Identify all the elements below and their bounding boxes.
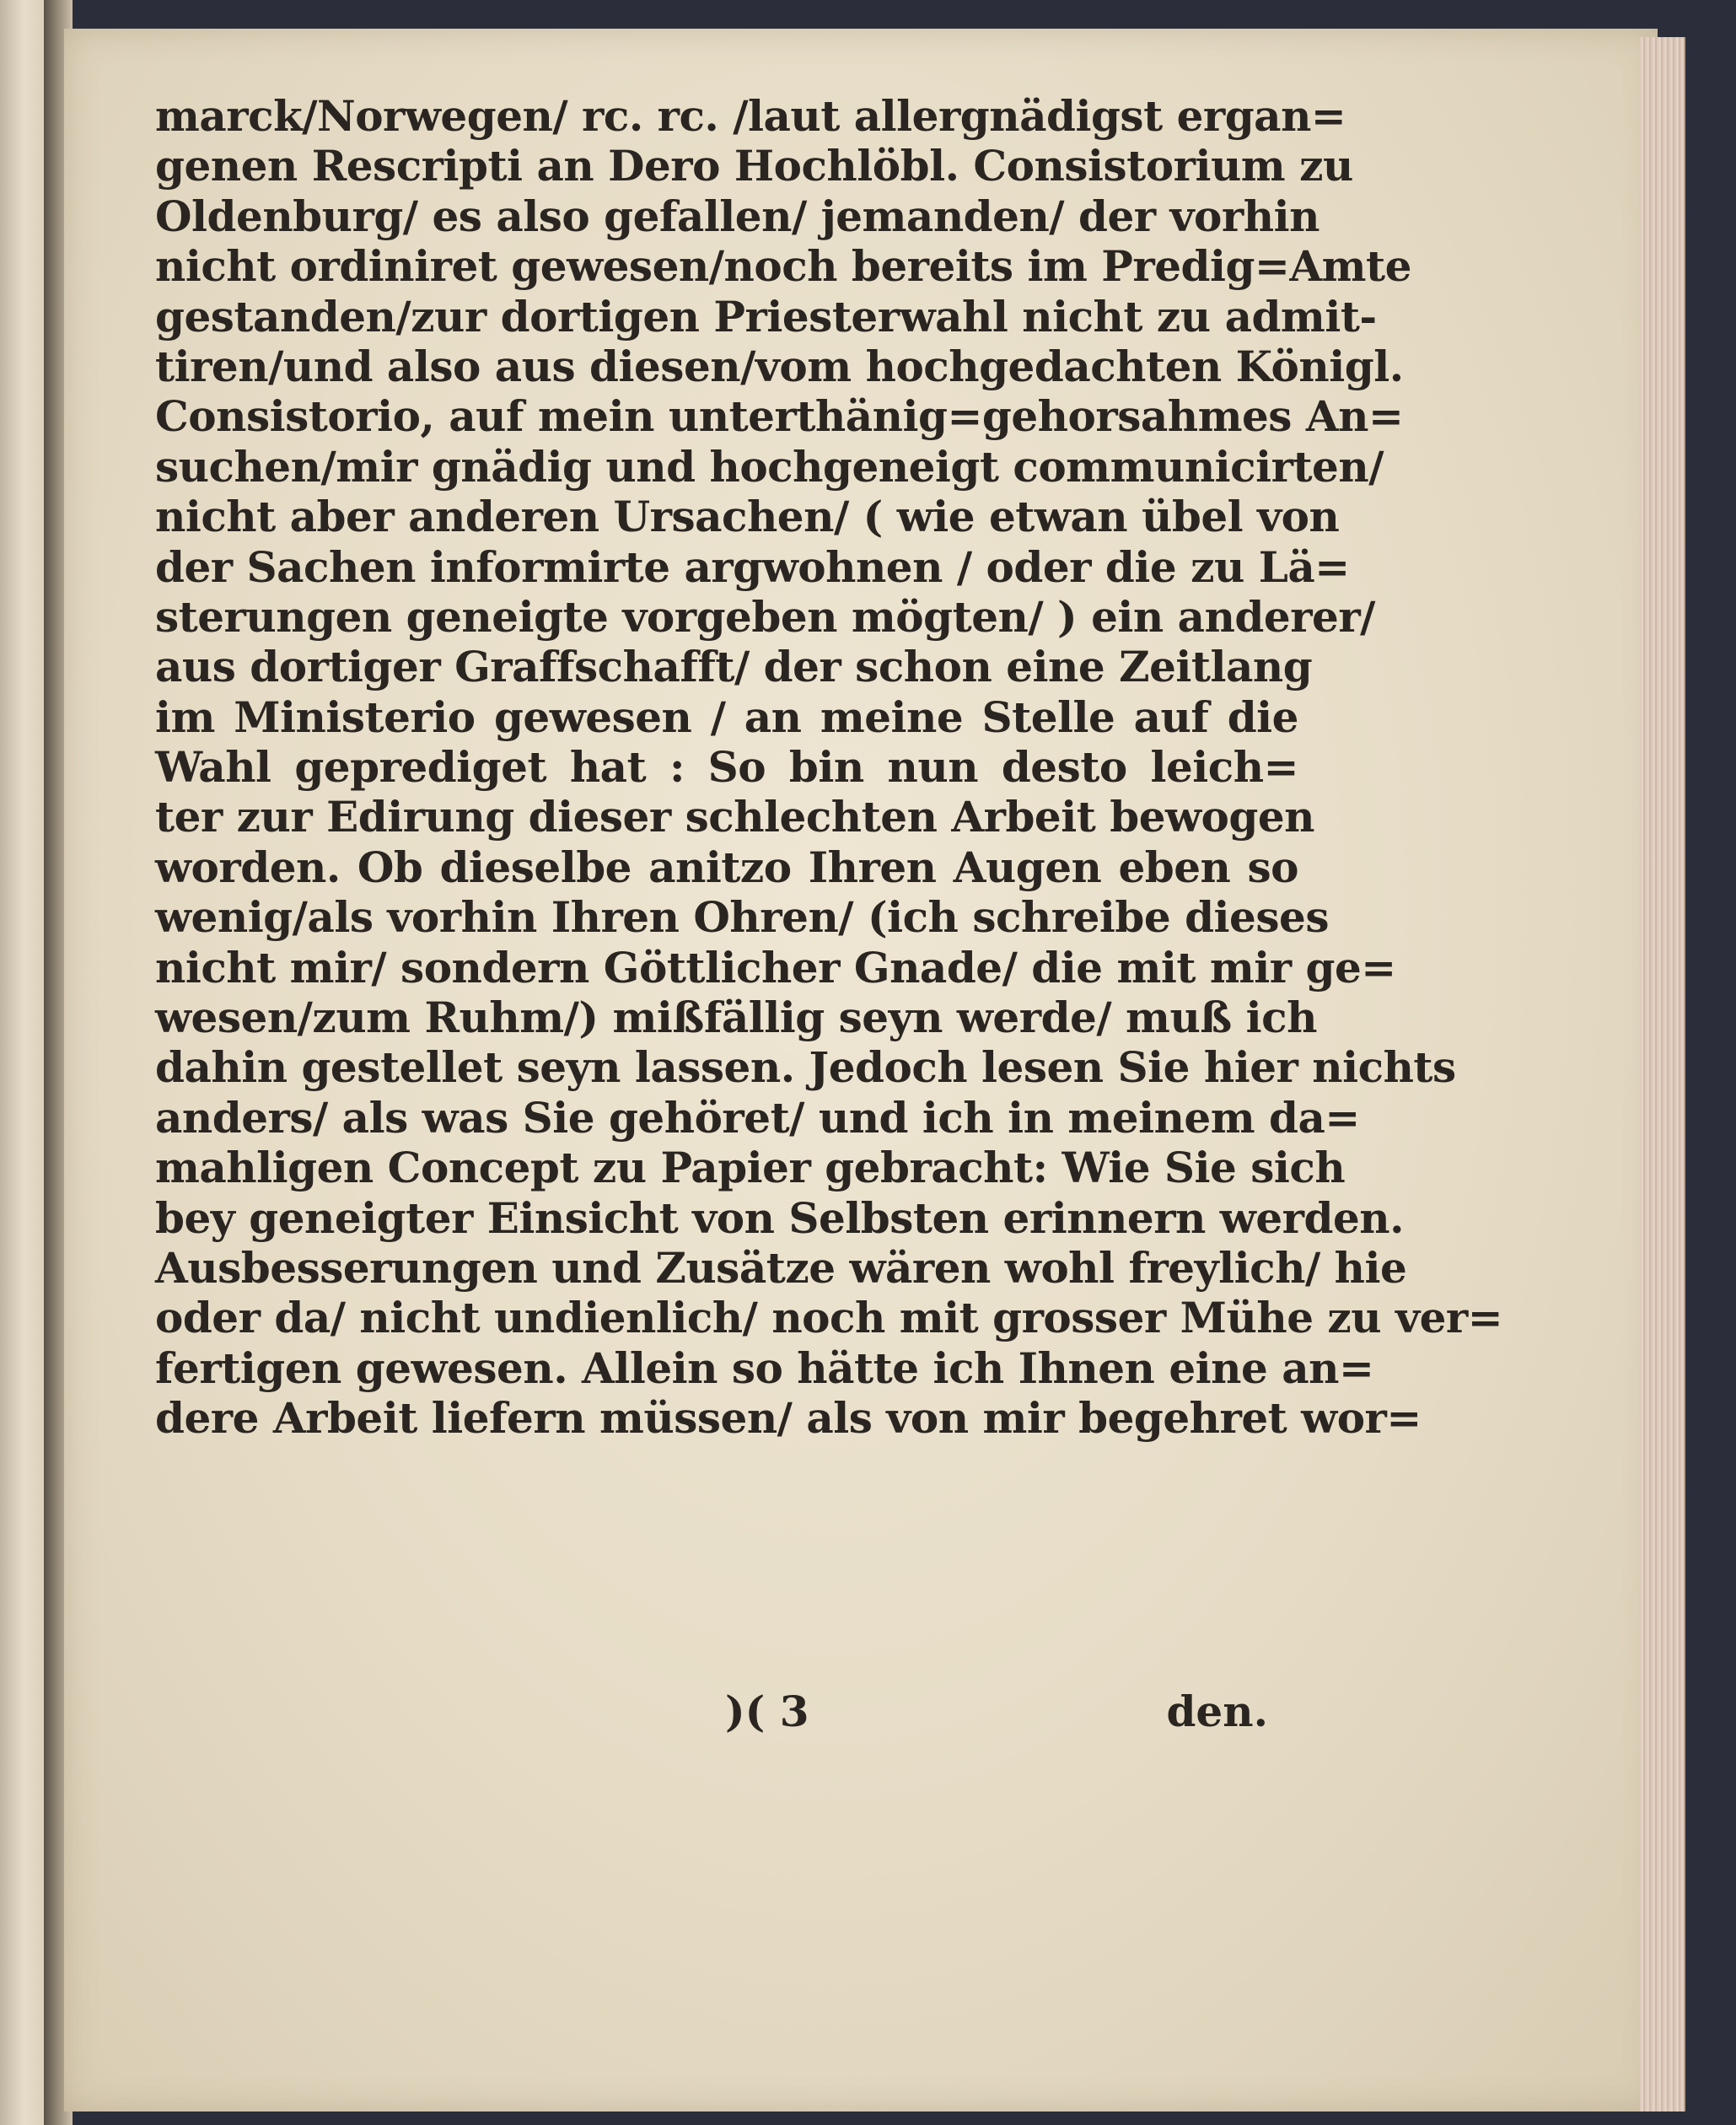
text-line: genen Rescripti an Dero Hochlöbl. Consistorium zu bbox=[155, 141, 1353, 191]
text-line: Oldenburg/ es also gefallen/ jemanden/ der vorhin bbox=[155, 191, 1319, 241]
text-line: dahin gestellet seyn lassen. Jedoch lesen Sie hier nichts bbox=[155, 1042, 1456, 1093]
page-edges bbox=[1640, 37, 1685, 2112]
text-line: tiren/und also aus diesen/vom hochgedachten Königl. bbox=[155, 341, 1404, 391]
text-line: nicht aber anderen Ursachen/ ( wie etwan übel von bbox=[155, 492, 1340, 542]
page-footer bbox=[155, 1687, 1298, 1746]
catchword: den. bbox=[1166, 1687, 1268, 1736]
text-line: gestanden/zur dortigen Priesterwahl nicht zu admit- bbox=[155, 291, 1377, 342]
signature-mark: )( 3 bbox=[725, 1687, 809, 1736]
text-line: oder da/ nicht undienlich/ noch mit grosser Mühe zu ver= bbox=[155, 1293, 1503, 1343]
text-line: aus dortiger Graffschafft/ der schon eine Zeitlang bbox=[155, 642, 1313, 692]
text-line: wenig/als vorhin Ihren Ohren/ (ich schreibe dieses bbox=[155, 892, 1329, 943]
text-line: sterungen geneigte vorgeben mögten/ ) ein anderer/ bbox=[155, 591, 1375, 642]
text-line: fertigen gewesen. Allein so hätte ich Ihnen eine an= bbox=[155, 1342, 1374, 1393]
text-line: Ausbesserungen und Zusätze wären wohl freylich/ hie bbox=[155, 1242, 1407, 1293]
text-line: mahligen Concept zu Papier gebracht: Wie Sie sich bbox=[155, 1143, 1346, 1193]
text-line: bey geneigter Einsicht von Selbsten erinnern werden. bbox=[155, 1192, 1405, 1243]
text-line: im Ministerio gewesen / an meine Stelle auf die bbox=[155, 691, 1298, 742]
text-line: ter zur Edirung dieser schlechten Arbeit bewogen bbox=[155, 792, 1315, 842]
text-line: Consistorio, auf mein unterthänig=gehorsahmes An= bbox=[155, 391, 1404, 442]
body-text bbox=[155, 91, 1503, 1444]
text-line: der Sachen informirte argwohnen / oder die zu Lä= bbox=[155, 541, 1350, 592]
text-line: worden. Ob dieselbe anitzo Ihren Augen eben so bbox=[155, 842, 1298, 892]
text-line: dere Arbeit liefern müssen/ als von mir begehret wor= bbox=[155, 1393, 1422, 1444]
text-line: suchen/mir gnädig und hochgeneigt communicirten/ bbox=[155, 441, 1384, 492]
text-line: marck/Norwegen/ rc. rc. /laut allergnädigst ergan= bbox=[155, 91, 1346, 141]
text-line: nicht mir/ sondern Göttlicher Gnade/ die mit mir ge= bbox=[155, 942, 1396, 993]
text-line: Wahl geprediget hat : So bin nun desto leich= bbox=[155, 742, 1298, 793]
text-line: wesen/zum Ruhm/) mißfällig seyn werde/ muß ich bbox=[155, 993, 1317, 1043]
text-line: anders/ als was Sie gehöret/ und ich in meinem da= bbox=[155, 1092, 1360, 1143]
text-line: nicht ordiniret gewesen/noch bereits im Predig=Amte bbox=[155, 241, 1411, 292]
